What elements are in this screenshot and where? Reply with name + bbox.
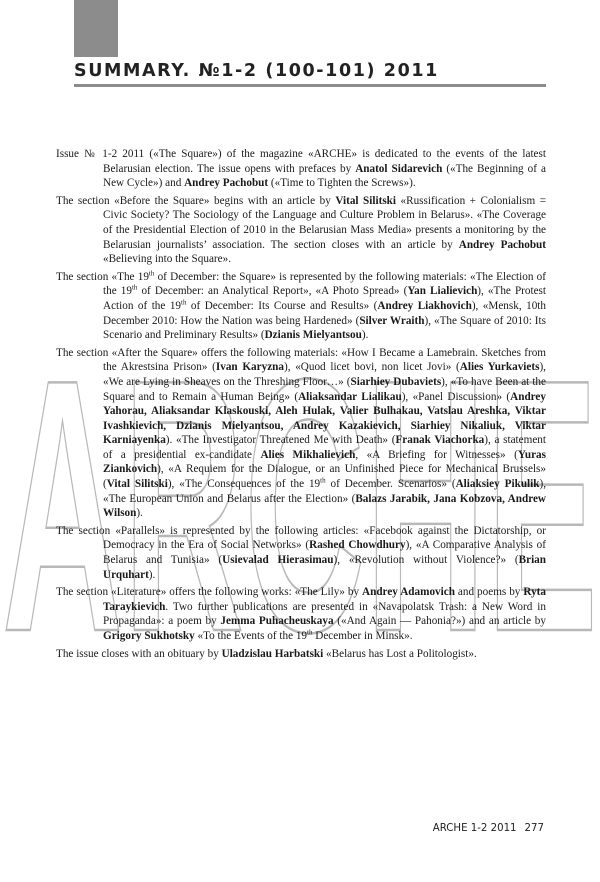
summary-body xyxy=(56,147,546,664)
paragraph-text: ). xyxy=(136,507,143,520)
summary-paragraph xyxy=(56,194,546,267)
paragraph-text: of December: the Square» is represented by the following materials: «The Election of the 19 xyxy=(103,270,546,298)
summary-paragraph xyxy=(56,647,546,662)
summary-paragraph xyxy=(56,270,546,343)
paragraph-text: The section «Parallels» is represented by the following articles: «Facebook against the Dictatorship, or Democracy in the Era of Social Networks» ( xyxy=(56,524,546,552)
author-name: Andrey Yahorau, Aliaksandar Klaskouski, Aleh Hulak, Valier Bulhakau, Vatslau Areshka, Viktar Ivashkievich, Dzianis Mielyantsou, Andrey Kazakievich, Siarhiey Nikaliuk, Viktar Karniayenka xyxy=(103,390,546,447)
author-name: Alies Yurkaviets xyxy=(459,361,540,374)
author-name: Jemma Puhacheuskaya xyxy=(220,615,334,628)
ordinal-suffix: th xyxy=(307,628,313,637)
paragraph-text: Issue № 1-2 2011 («The Square») of the magazine «ARCHE» is dedicated to the events of the latest Belarusian election. The issue opens with prefaces by xyxy=(56,148,546,175)
author-name: Yan Lialievich xyxy=(407,285,478,298)
paragraph-text: and poems by xyxy=(454,586,524,599)
paragraph-text: ), «We are Lying in Sheaves on the Threshing Floor…» ( xyxy=(103,361,546,388)
author-name: Silver Wraith xyxy=(359,314,425,327)
author-name: Yuras Ziankovich xyxy=(103,448,546,476)
author-name: Brian Urquhart xyxy=(103,554,546,581)
author-name: Rashed Chowdhury xyxy=(309,539,406,552)
page-number: 277 xyxy=(524,823,544,834)
author-name: Vital Silitski xyxy=(335,194,397,207)
paragraph-text: ). «The Investigator Threatened Me with Death» ( xyxy=(165,434,396,447)
author-name: Ryta Taraykievich xyxy=(103,586,546,613)
author-name: Vital Silitski xyxy=(106,478,168,491)
paragraph-text: of December: an Analytical Report», «A Photo Spread» ( xyxy=(137,285,408,298)
paragraph-text: («The Beginning of a New Cycle») and xyxy=(103,162,546,190)
ordinal-suffix: th xyxy=(181,298,187,307)
page-footer xyxy=(433,823,544,834)
author-name: Siarhiey Dubaviets xyxy=(350,375,442,388)
paragraph-text: ), a statement of a presidential ex-candidate xyxy=(103,434,546,461)
paragraph-text: «Russification + Colonialism = Civic Society? The Sociology of the Language and Culture Problem in Belarus». «The Coverage of the Presidential Election of 2010 in the Belarusian Mass Media» presents a monitoring by the Belarusian journalists’ association. The section closes with an article by xyxy=(103,194,547,251)
paragraph-text: The issue closes with an obituary by xyxy=(56,647,222,660)
paragraph-text: ), «A Comparative Analysis of Belarus and Tunisia» ( xyxy=(103,539,546,567)
author-name: Franak Viachorka xyxy=(395,434,485,447)
paragraph-text: ), «The Square of 2010: Its Scenario and Preliminary Results» ( xyxy=(103,314,546,342)
author-name: Anatol Sidarevich xyxy=(355,162,443,175)
paragraph-text: ), «Revolution without Violence?» ( xyxy=(333,554,519,567)
paragraph-text: («And Again — Pahonia?») and an article by xyxy=(333,615,546,628)
author-name: Dzianis Mielyantsou xyxy=(264,329,362,342)
author-name: Andrey Adamovich xyxy=(362,586,455,599)
paragraph-text: «Belarus has Lost a Politologist». xyxy=(323,647,477,660)
summary-paragraph xyxy=(56,346,546,521)
page-title: SUMMARY. №1-2 (100-101) 2011 xyxy=(74,61,439,81)
footer-journal: ARCHE 1-2 2011 xyxy=(432,823,517,834)
author-name: Balazs Jarabik, Jana Kobzova, Andrew Wilson xyxy=(103,492,547,520)
paragraph-text: «Believing into the Square». xyxy=(103,253,232,266)
author-name: Ivan Karyzna xyxy=(215,361,284,374)
paragraph-text: The section «Before the Square» begins with an article by xyxy=(56,194,336,207)
paragraph-text: ), «The European Union and Belarus after the Election» ( xyxy=(103,478,547,505)
author-name: Grigory Sukhotsky xyxy=(103,630,195,642)
paragraph-text: The section «After the Square» offers the following materials: «How I Became a Lamebrain. Sketches from the Akrestsina Prison» ( xyxy=(56,346,546,374)
paragraph-text: ). xyxy=(148,568,156,581)
paragraph-text: , «A Briefing for Witnesses» ( xyxy=(355,448,518,461)
title-underline xyxy=(74,84,546,87)
paragraph-text: ). xyxy=(361,329,369,342)
paragraph-text: of December: Its Course and Results» ( xyxy=(186,299,378,312)
author-name: Usievalad Hierasimau xyxy=(222,554,334,567)
paragraph-text: The section «The 19 xyxy=(56,270,149,283)
paragraph-text: of December. Scenarios» ( xyxy=(325,478,456,491)
paragraph-text: . Two further publications are presented in «Navapolatsk Trash: a New Word in Propaganda»: a poem by xyxy=(103,600,546,628)
paragraph-text: ), «A Requiem for the Dialogue, or an Unfinished Piece for Mechanical Brussels» ( xyxy=(103,463,546,491)
author-name: Aliaksandar Lialikau xyxy=(298,390,402,403)
watermark-text: ARCHE xyxy=(2,305,598,660)
paragraph-text: ), «Mensk, 10th December 2010: How the Nation was being Hardened» ( xyxy=(103,299,546,327)
author-name: Uladzislau Harbatski xyxy=(221,647,324,660)
paragraph-text: The section «Literature» offers the following works: «The Lily» by xyxy=(56,586,363,599)
ordinal-suffix: th xyxy=(131,283,138,292)
summary-paragraph xyxy=(56,147,546,191)
paragraph-text: December in Minsk». xyxy=(312,630,413,642)
summary-paragraph xyxy=(56,524,546,582)
summary-paragraph xyxy=(56,585,546,643)
paragraph-text: ), «Panel Discussion» ( xyxy=(401,390,511,403)
ordinal-suffix: th xyxy=(148,269,155,278)
paragraph-text: «To the Events of the 19 xyxy=(194,630,308,642)
author-name: Andrey Pachobut xyxy=(458,238,546,251)
author-name: Aliaksiey Pikulik xyxy=(455,478,540,491)
paragraph-text: («Time to Tighten the Screws»). xyxy=(268,177,416,190)
author-name: Andrey Liakhovich xyxy=(377,299,472,312)
author-name: Alies Mikhalievich xyxy=(260,448,356,461)
paragraph-text: ), «To have Been at the Square and to Remain a Human Being» ( xyxy=(103,375,546,403)
paragraph-text: ), «Quod licet bovi, non licet Jovi» ( xyxy=(283,361,460,374)
author-name: Andrey Pachobut xyxy=(184,177,269,190)
paragraph-text: ), «The Consequences of the 19 xyxy=(167,478,321,491)
ordinal-suffix: th xyxy=(320,476,326,485)
paragraph-text: ), «The Protest Action of the 19 xyxy=(103,285,547,312)
header-tab-block xyxy=(74,0,118,57)
